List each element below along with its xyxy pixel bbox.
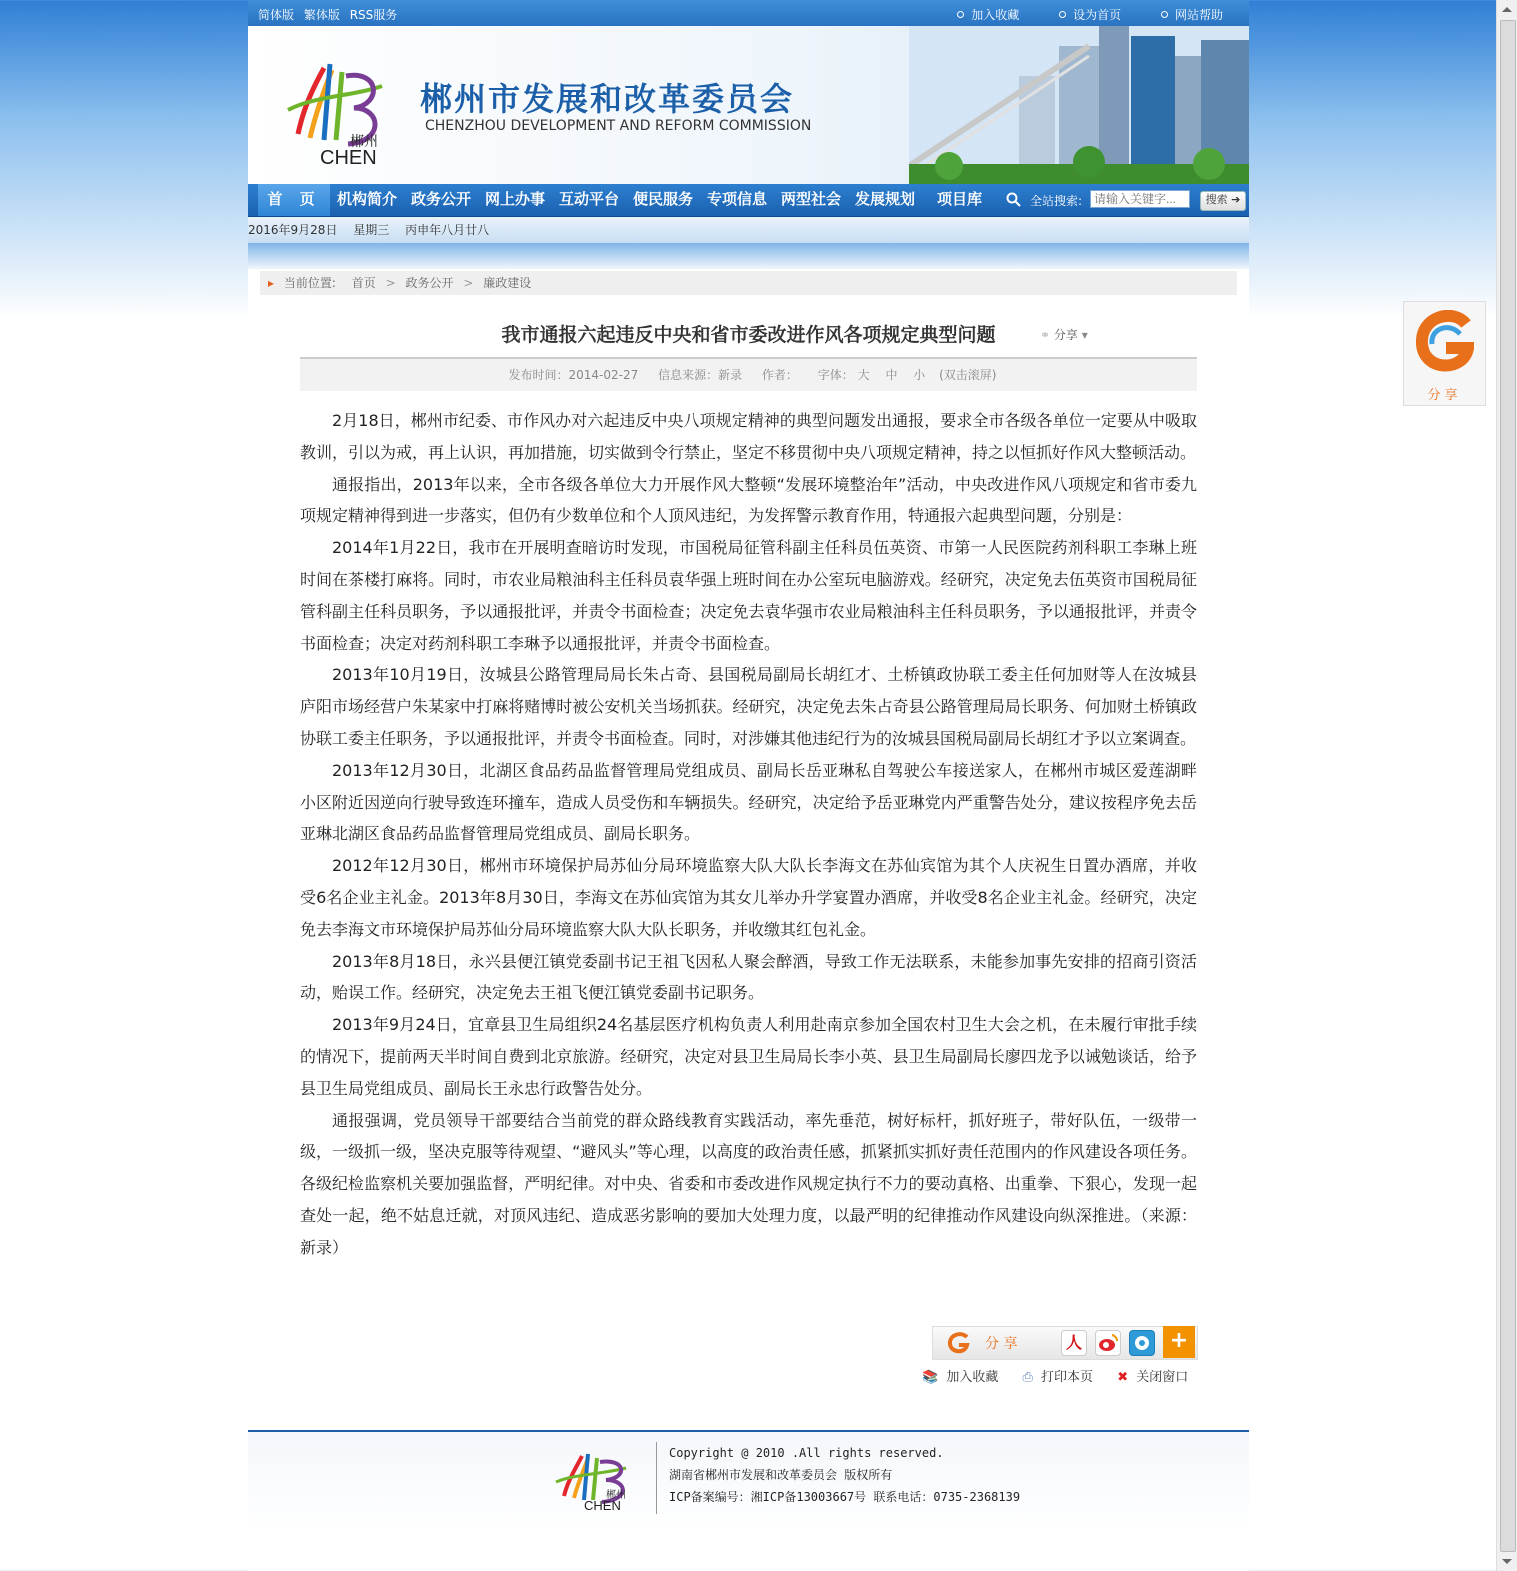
scroll-up-icon[interactable] <box>1502 7 1512 12</box>
search-button[interactable]: 搜索 ➔ <box>1200 191 1246 211</box>
favorite-icon: 📚 <box>922 1370 939 1385</box>
lunar-date: 丙申年八月廿八 <box>405 223 490 237</box>
header-gradient-strip <box>248 243 1249 269</box>
site-name-en: CHENZHOU DEVELOPMENT AND REFORM COMMISSION <box>425 118 812 134</box>
article-paragraph: 2013年10月19日，汝城县公路管理局局长朱占奇、县国税局副局长胡红才、土桥镇政协联工委主任何加财等人在汝城县庐阳市场经营户朱某家中打麻将赌博时被公安机关当场抓获。经研究，决定免去朱占奇县公路管理局局长职务、何加财土桥镇政协联工委主任职务，予以通报批评，并责令书面检查。同时，对涉嫌其他违纪行为的汝城县国税局副局长胡红才予以立案调查。 <box>300 665 1197 748</box>
top-bar <box>248 0 1249 26</box>
breadcrumb-label: 当前位置: <box>283 276 336 290</box>
article-paragraph: 2013年8月18日，永兴县便江镇党委副书记王祖飞因私人聚会醉酒，导致工作无法联系，未能参加事先安排的招商引资活动，贻误工作。经研究，决定免去王祖飞便江镇党委副书记职务。 <box>300 951 1197 1003</box>
font-small-button[interactable]: 小 <box>913 368 926 382</box>
nav-two-type-society[interactable]: 两型社会 <box>781 190 842 208</box>
font-large-button[interactable]: 大 <box>857 368 870 382</box>
set-homepage-link[interactable]: 设为首页 <box>1059 8 1121 22</box>
article-paragraph: 通报指出，2013年以来，全市各级各单位大力开展作风大整顿“发展环境整治年”活动，中央改进作风八项规定和省市委九项规定精神得到进一步落实，但仍有少数单位和个人顶风违纪，为发挥警示教育作用，特通报六起典型问题，分别是： <box>300 474 1197 526</box>
breadcrumb <box>260 271 1237 295</box>
magnifier-icon <box>1006 192 1022 208</box>
search-input[interactable] <box>1090 190 1190 208</box>
font-size-label: 字体： <box>817 368 854 382</box>
article-meta <box>300 357 1197 391</box>
add-favorite-button[interactable]: 加入收藏 <box>946 1370 999 1385</box>
page-container <box>248 0 1249 1571</box>
footer-logo-text-en: CHEN <box>584 1498 621 1512</box>
more-share-icon[interactable]: + <box>1163 1326 1195 1358</box>
nav-special-info[interactable]: 专项信息 <box>707 190 768 208</box>
vertical-scrollbar[interactable] <box>1496 0 1517 1571</box>
chenzhou-logo[interactable] <box>284 46 399 166</box>
share-logo-icon[interactable] <box>947 1331 971 1355</box>
share-logo-icon <box>1416 310 1474 376</box>
publish-time: 发布时间：2014-02-27 <box>508 368 639 382</box>
nav-dev-planning[interactable]: 发展规划 <box>855 190 916 208</box>
header-banner <box>248 26 1249 184</box>
scroll-down-icon[interactable] <box>1502 1559 1512 1564</box>
owner: 湖南省郴州市发展和改革委员会 版权所有 <box>669 1468 893 1482</box>
chevron-right-icon: > <box>463 276 474 290</box>
weibo-share-icon[interactable] <box>1095 1330 1121 1356</box>
footer-divider <box>656 1442 657 1514</box>
close-icon: ✖ <box>1117 1370 1129 1385</box>
search-label: 全站搜索: <box>1030 194 1083 208</box>
logo-text-cn: 郴州 <box>350 134 378 150</box>
scrollbar-thumb[interactable] <box>1500 20 1516 1552</box>
author: 作者： <box>761 368 798 382</box>
info-source: 信息来源：新录 <box>658 368 743 382</box>
breadcrumb-gov-affairs[interactable]: 政务公开 <box>405 276 454 290</box>
nav-online-service[interactable]: 网上办事 <box>485 190 546 208</box>
nav-public-service[interactable]: 便民服务 <box>633 190 694 208</box>
article-paragraph: 2月18日，郴州市纪委、市作风办对六起违反中央八项规定精神的典型问题发出通报，要求全市各级各单位一定要从中吸取教训，引以为戒，再上认识，再加措施，切实做到令行禁止，坚定不移贯彻中央八项规定精神，持之以恒抓好作风大整顿活动。 <box>300 411 1197 462</box>
renren-share-icon[interactable]: 人 <box>1061 1330 1087 1356</box>
print-page-button[interactable]: 打印本页 <box>1041 1370 1094 1385</box>
close-window-button[interactable]: 关闭窗口 <box>1136 1370 1189 1385</box>
rss-link[interactable]: RSS服务 <box>349 8 398 22</box>
nav-interaction[interactable]: 互动平台 <box>559 190 620 208</box>
site-help-link[interactable]: 网站帮助 <box>1161 8 1223 22</box>
search-button-label: 搜索 <box>1205 193 1228 206</box>
article-paragraph: 2014年1月22日，我市在开展明查暗访时发现，市国税局征管科副主任科员伍英资、市第一人民医院药剂科职工李琳上班时间在茶楼打麻将。同时，市农业局粮油科主任科员袁华强上班时间在办公室玩电脑游戏。经研究，决定免去伍英资市国税局征管科副主任科员职务，予以通报批评，并责令书面检查；决定免去袁华强市农业局粮油科主任科员职务，予以通报批评，并责令书面检查；决定对药剂科职工李琳予以通报批评，并责令书面检查。 <box>300 538 1197 653</box>
lang-simplified-link[interactable]: 简体版 <box>258 8 295 22</box>
current-date: 2016年9月28日 <box>248 223 338 237</box>
current-weekday: 星期三 <box>353 223 390 237</box>
share-bar-label: 分 享 <box>985 1336 1018 1352</box>
arrow-icon: ▸ <box>268 276 275 290</box>
icp-info: ICP备案编号：湘ICP备13003667号 联系电话：0735-2368139 <box>669 1490 1021 1504</box>
chevron-down-icon: ▾ <box>1081 328 1088 342</box>
floating-share-label: 分享 <box>1427 388 1462 403</box>
floating-share-widget[interactable] <box>1403 301 1486 406</box>
share-label: 分享 <box>1053 328 1078 342</box>
footer <box>248 1430 1249 1532</box>
chevron-right-icon: > <box>385 276 396 290</box>
breadcrumb-home[interactable]: 首页 <box>351 276 376 290</box>
copyright: Copyright @ 2010 .All rights reserved. <box>669 1446 944 1460</box>
article-body <box>300 405 1197 1264</box>
article-title: 我市通报六起违反中央和省市委改进作风各项规定典型问题 <box>501 324 996 346</box>
font-medium-button[interactable]: 中 <box>885 368 898 382</box>
logo-text-en: CHEN <box>320 147 377 166</box>
share-icon: ⚭ <box>1040 328 1051 342</box>
nav-project-library[interactable]: 项目库 <box>937 190 983 208</box>
print-icon: ⎙ <box>1022 1370 1033 1385</box>
article-paragraph: 2013年12月30日，北湖区食品药品监督管理局党组成员、副局长岳亚琳私自驾驶公车接送家人，在郴州市城区爱莲湖畔小区附近因逆向行驶导致连环撞车，造成人员受伤和车辆损失。经研究，决定给予岳亚琳党内严重警告处分，建议按程序免去岳亚琳北湖区食品药品监督管理局党组成员、副局长职务。 <box>300 760 1197 844</box>
date-bar <box>248 217 1249 243</box>
site-name: 郴州市发展和改革委员会 <box>420 80 795 118</box>
share-bar <box>932 1326 1198 1360</box>
footer-logo-text-cn: 郴州 <box>606 1490 626 1501</box>
lang-traditional-link[interactable]: 繁体版 <box>303 8 340 22</box>
article-paragraph: 2012年12月30日，郴州市环境保护局苏仙分局环境监察大队大队长李海文在苏仙宾馆为其个人庆祝生日置办酒席，并收受6名企业主礼金。2013年8月30日，李海文在苏仙宾馆为其女儿举办升学宴置办酒席，并收受8名企业主礼金。经研究，决定免去李海文市环境保护局苏仙分局环境监察大队大队长职务，并收缴其红包礼金。 <box>300 856 1197 939</box>
breadcrumb-integrity[interactable]: 廉政建设 <box>483 276 532 290</box>
share-dropdown[interactable] <box>1040 326 1088 343</box>
nav-home[interactable]: 首 页 <box>258 184 330 216</box>
article-actions <box>912 1366 1188 1385</box>
city-skyline-image <box>909 26 1249 184</box>
qzone-share-icon[interactable] <box>1129 1330 1155 1356</box>
footer-text <box>669 1442 1020 1508</box>
scroll-hint: (双击滚屏) <box>939 368 997 382</box>
footer-logo <box>554 1444 640 1512</box>
add-favorite-link[interactable]: 加入收藏 <box>957 8 1019 22</box>
nav-about[interactable]: 机构简介 <box>337 190 398 208</box>
main-nav <box>248 184 1249 217</box>
nav-gov-affairs[interactable]: 政务公开 <box>411 190 472 208</box>
article-paragraph: 2013年9月24日，宜章县卫生局组织24名基层医疗机构负责人利用赴南京参加全国农村卫生大会之机，在未履行审批手续的情况下，提前两天半时间自费到北京旅游。经研究，决定对县卫生局局长李小英、县卫生局副局长廖四龙予以诫勉谈话，给予县卫生局党组成员、副局长王永忠行政警告处分。 <box>300 1015 1197 1098</box>
article-paragraph: 通报强调，党员领导干部要结合当前党的群众路线教育实践活动，率先垂范，树好标杆，抓好班子，带好队伍，一级带一级，一级抓一级，坚决克服等待观望、“避风头”等心理，以高度的政治责任感，抓紧抓实抓好责任范围内的作风建设各项任务。各级纪检监察机关要加强监督，严明纪律。对中央、省委和市委改进作风规定执行不力的要动真格、出重拳、下狠心，发现一起查处一起，绝不姑息迁就，对顶风违纪、造成恶劣影响的要加大处理力度，以最严明的纪律推动作风建设向纵深推进。（来源：新录） <box>300 1110 1197 1257</box>
